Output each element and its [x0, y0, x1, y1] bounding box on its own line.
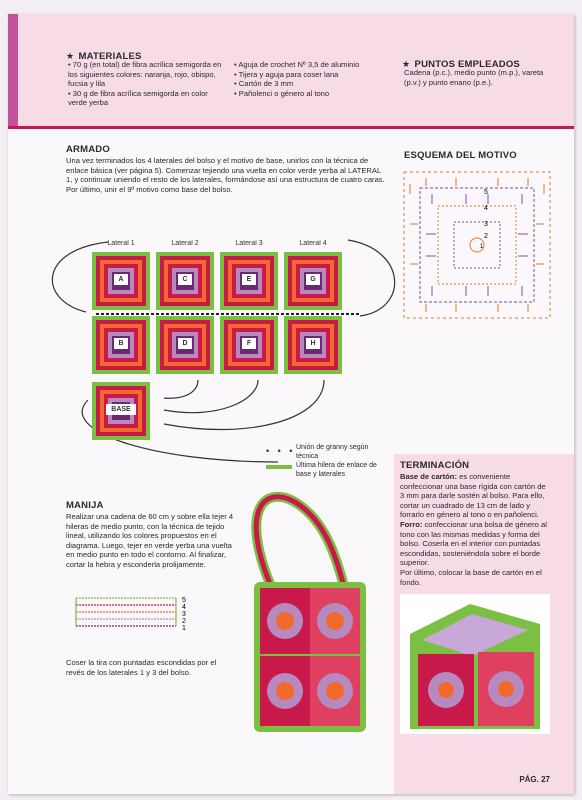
magazine-page: [8, 14, 574, 794]
material-item: • 70 g (en total) de fibra acrílica semigorda en los siguientes colores: naranja, rojo, obispo, fucsia y lila: [68, 60, 222, 89]
granny-square-top-C: [156, 252, 214, 310]
material-item: • Aguja de crochet Nº 3,5 de aluminio: [234, 60, 360, 69]
square-letter: D: [178, 338, 192, 349]
handle-note: Coser la tira con puntadas escondidas por el revés de los laterales 1 y 3 del bolso.: [66, 658, 217, 677]
star-icon: ★: [402, 59, 411, 69]
granny-square-top-A: [92, 252, 150, 310]
granny-square-bottom-B: [92, 316, 150, 374]
stitches-text: Cadena (p.c.), medio punto (m.p.), vareta (p.v.) y punto enano (p.e.).: [404, 68, 544, 87]
lateral-label: Lateral 2: [171, 240, 199, 247]
motif-row-number: 5: [484, 189, 488, 196]
bag-interior-photo: [400, 594, 550, 734]
stitches-heading: ★ PUNTOS EMPLEADOS: [402, 59, 520, 70]
square-letter: F: [242, 338, 256, 349]
square-letter: BASE: [106, 404, 136, 415]
legend-green-text: Última hilera de enlace de base y laterales: [296, 462, 377, 478]
legend-green-swatch: [266, 465, 292, 469]
handle-heading: MANIJA: [66, 500, 104, 511]
legend-dots-text: Unión de granny según técnica: [296, 444, 369, 460]
handle-text: Realizar una cadena de 60 cm y sobre ella tejer 4 hileras de medio punto, con la técnica de tejido lineal, utilizando los colores propuestos en el diagrama. Luego, tejer en verde yerba una vuelta en medio punto en todo el contorno. Al finalizar, cortar la hebra y esconderla prolijamente.: [66, 512, 234, 569]
material-item: • 30 g de fibra acrílica semigorda en color verde yerba: [68, 88, 208, 108]
granny-square-top-E: [220, 252, 278, 310]
granny-square-bottom-F: [220, 316, 278, 374]
handle-row-number: 3: [182, 611, 186, 618]
materials-heading: ★ MATERIALES: [66, 51, 142, 62]
square-letter: G: [306, 274, 320, 285]
material-item: • Tijera y aguja para coser lana: [234, 69, 339, 79]
motif-row-number: 4: [484, 205, 488, 212]
motif-schema-heading: ESQUEMA DEL MOTIVO: [404, 150, 517, 161]
lateral-label: Lateral 1: [107, 240, 135, 247]
accent-stripe: [8, 14, 18, 126]
finishing-base-label: Base de cartón:: [400, 472, 457, 481]
materials-list-2: [234, 60, 384, 98]
materials-list-1: [68, 60, 228, 108]
granny-square-base: [92, 382, 150, 440]
handle-row-number: 1: [182, 625, 186, 632]
lateral-label: Lateral 4: [299, 240, 327, 247]
finishing-heading: TERMINACIÓN: [400, 460, 470, 471]
motif-row-number: 2: [484, 233, 488, 240]
granny-square-bottom-H: [284, 316, 342, 374]
crochet-bag-photo: [218, 484, 388, 754]
finishing-lining-label: Forro:: [400, 519, 423, 529]
section-divider: [8, 126, 574, 129]
motif-row-number: 3: [484, 221, 488, 228]
material-item: • Pañolenci o género al tono: [234, 88, 330, 98]
handle-row-number: 4: [182, 604, 186, 611]
finishing-base-text: es conveniente confeccionar una base rígida con cartón de 3 mm para darle sostén al bolso. Para ello, cortar un cuadrado de 13 cm de lado y forrarlo en género al tono o en pañolenci.: [400, 472, 546, 520]
square-letter: C: [178, 274, 192, 285]
square-letter: E: [242, 274, 256, 285]
star-icon: ★: [66, 51, 75, 61]
motif-row-number: 1: [480, 244, 484, 250]
granny-square-bottom-D: [156, 316, 214, 374]
finishing-text: [400, 472, 550, 587]
handle-stitch-diagram: [72, 594, 192, 638]
square-letter: A: [114, 274, 128, 285]
lateral-label: Lateral 3: [235, 240, 263, 247]
page-number: PÁG. 27: [519, 775, 550, 784]
handle-row-number: 2: [182, 618, 186, 625]
finishing-lining-text: confeccionar una bolsa de género al tono con las mismas medidas y forma del bolso. Coserla en el interior con puntadas escondidas, sosteniéndola sobre el borde superior.: [400, 519, 547, 568]
handle-row-number: 5: [182, 597, 186, 604]
motif-schema-diagram: [396, 164, 558, 326]
assembly-heading: ARMADO: [66, 144, 110, 155]
legend-dots-icon: • • •: [266, 446, 296, 456]
square-letter: H: [306, 338, 320, 349]
finishing-final-text: Por último, colocar la base de cartón en el fondo.: [400, 567, 542, 587]
square-letter: B: [114, 338, 128, 349]
material-item: • Cartón de 3 mm: [234, 79, 294, 89]
granny-square-top-G: [284, 252, 342, 310]
assembly-text: Una vez terminados los 4 laterales del bolso y el motivo de base, unirlos con la técnica de enlace básica (ver página 5). Comenzar tejiendo una vuelta en color verde yerba al LATERAL 1, y continuar uniendo el resto de los laterales, formándose así una estructura de cuatro caras. Por último, unir el 9º motivo como base del bolso.: [66, 156, 385, 194]
